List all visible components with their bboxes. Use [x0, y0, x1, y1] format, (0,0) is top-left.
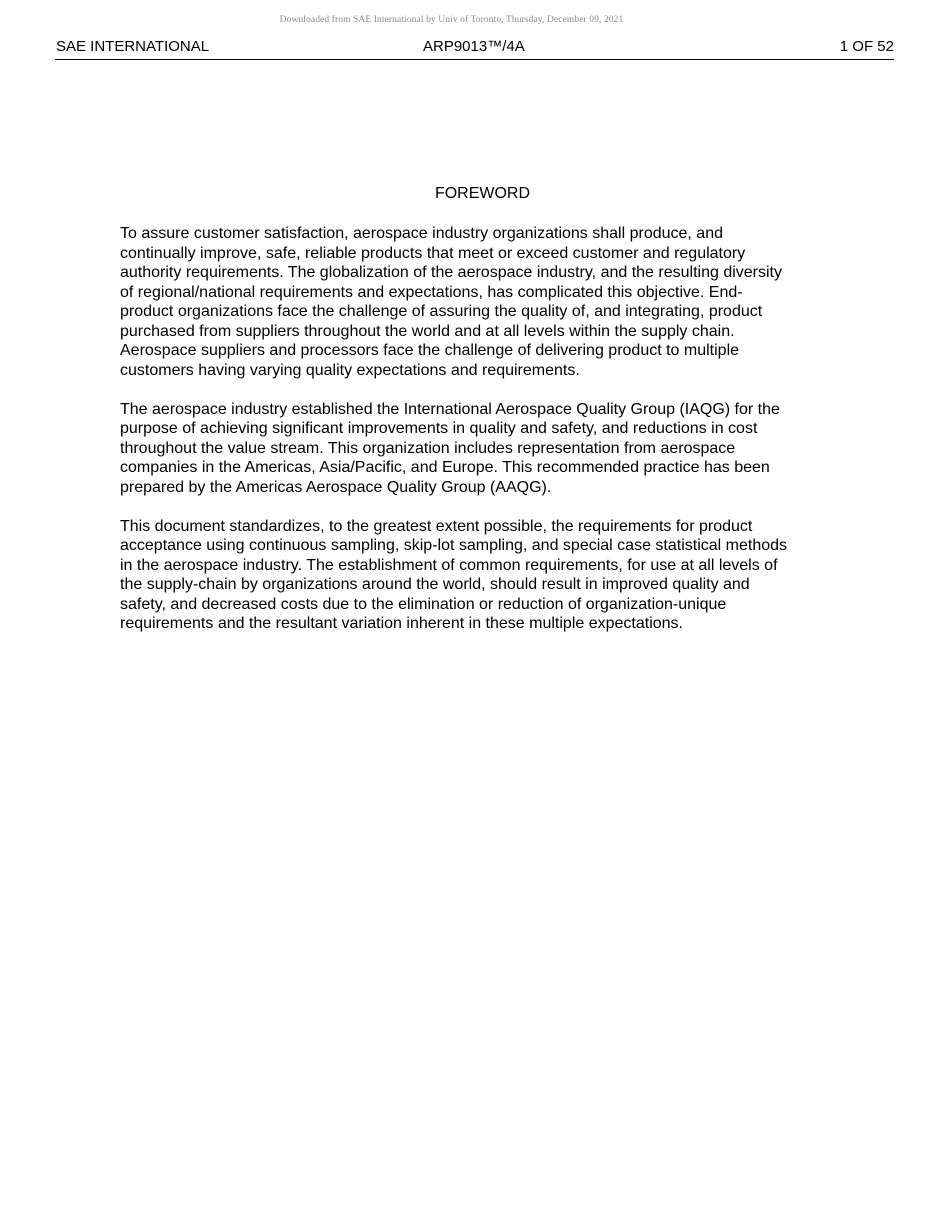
text-line: purchased from suppliers throughout the world and at all levels within the supply chain.	[120, 322, 735, 340]
text-line: customers having varying quality expectations and requirements.	[120, 361, 580, 379]
text-line: This document standardizes, to the greatest extent possible, the requirements for product	[120, 517, 753, 535]
text-line: Aerospace suppliers and processors face the challenge of delivering product to multiple	[120, 342, 740, 359]
text-line: of regional/national requirements and expectations, has complicated this objective. End-	[120, 283, 743, 301]
text-line: product organizations face the challenge of assuring the quality of, and integrating, product	[120, 303, 763, 320]
header-document-number: ARP9013™/4A	[423, 38, 525, 55]
paragraph-3	[120, 517, 842, 634]
text-line: authority requirements. The globalization of the aerospace industry, and the resulting diversity	[120, 264, 782, 281]
text-line: To assure customer satisfaction, aerospace industry organizations shall produce, and	[120, 225, 723, 242]
page-header	[55, 38, 894, 60]
text-line: The aerospace industry established the International Aerospace Quality Group (IAQG) for the	[120, 400, 780, 418]
header-page-indicator: 1 OF 52	[839, 38, 894, 55]
text-line: continually improve, safe, reliable products that meet or exceed customer and regulatory	[120, 244, 746, 262]
text-line: prepared by the Americas Aerospace Quality Group (AAQG).	[120, 478, 552, 496]
text-line: acceptance using continuous sampling, skip-lot sampling, and special case statistical methods	[120, 537, 788, 554]
text-line: throughout the value stream. This organization includes representation from aerospace	[120, 439, 736, 457]
text-line: safety, and decreased costs due to the elimination or reduction of organization-unique	[120, 595, 727, 613]
text-line: requirements and the resultant variation inherent in these multiple expectations.	[120, 615, 683, 632]
header-organization: SAE INTERNATIONAL	[56, 38, 210, 55]
text-line: the supply-chain by organizations around the world, should result in improved quality and	[120, 576, 750, 593]
paragraph-2	[120, 400, 842, 498]
text-line: in the aerospace industry. The establishment of common requirements, for use at all levels of	[120, 556, 778, 574]
section-title: FOREWORD	[434, 185, 531, 202]
text-line: purpose of achieving significant improvements in quality and safety, and reductions in cost	[120, 420, 758, 437]
download-watermark-note: Downloaded from SAE International by Univ of Toronto, Thursday, December 09, 2021	[279, 15, 624, 25]
text-line: companies in the Americas, Asia/Pacific, and Europe. This recommended practice has been	[120, 459, 770, 476]
foreword-body	[120, 224, 842, 653]
paragraph-1	[120, 224, 842, 380]
